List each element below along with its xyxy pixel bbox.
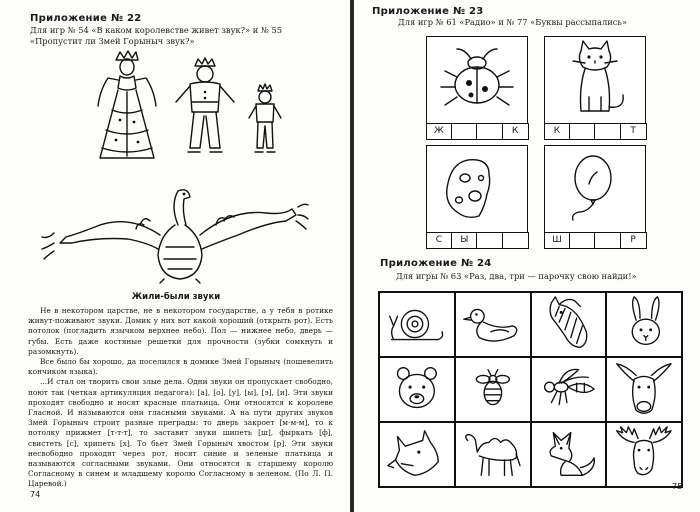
letter-card-cat <box>544 36 646 139</box>
letter-card-balloon <box>544 145 646 248</box>
grid-cell-zebra <box>531 292 607 357</box>
fox-icon <box>532 423 606 486</box>
right-page <box>354 0 700 512</box>
letter-cell: Т <box>620 123 647 140</box>
donkey-icon <box>607 358 681 421</box>
grid-cell-bear <box>379 357 455 422</box>
grid-cell-wasp <box>531 357 607 422</box>
grid-cell-camel <box>455 422 531 487</box>
grid-cell-duck <box>455 292 531 357</box>
page-number-right: 75 <box>672 482 683 491</box>
appendix-23-header: Приложение № 23 <box>372 6 484 17</box>
letter-cell <box>476 123 503 140</box>
zebra-icon <box>532 293 606 356</box>
balloon-picture <box>545 146 645 230</box>
beetle-picture <box>427 37 527 121</box>
wasp-icon <box>532 358 606 421</box>
story-text <box>28 306 333 490</box>
letter-cell: Р <box>620 232 647 249</box>
camel-icon <box>456 423 530 486</box>
letter-cell <box>476 232 503 249</box>
grid-cell-fox <box>531 422 607 487</box>
rabbit-icon <box>607 293 681 356</box>
letter-cells <box>544 232 647 249</box>
letter-cell: Ы <box>451 232 478 249</box>
page-number-left: 74 <box>30 490 41 499</box>
grid-cell-bee <box>455 357 531 422</box>
letter-cell <box>569 232 596 249</box>
story-paragraph: ...И стал он творить свои злые дела. Одни звуки он пропускает свободно, поют так (четкая артикуляция педагога): [а], [о], [у], [ы], [э], [и]. Эти звуки проходят свободно и носят красные платьица. Они относятся к королеве Гласной. И называются они гласными звуками. А на пути других звуков Змей Горыныч строит разные преграды: то дверь закроет [м-м-м], то к потолку прижмет [т-т-т], то заставит звуки шипеть [ш], фыркать [ф], свистеть [с], хрипеть [х]. То бьет Змей Горыныч хвостом [р]. Эти звуки несвободно проходят через рот, носят синие и зеленые платьица и называются согласными звуками. Они относятся к старшему королю Согласному в синем и младшему королю Согласному в зеленом. (По Л. П. Царевой.) <box>28 377 333 489</box>
picture-pair-grid <box>378 291 683 488</box>
story-paragraph: Все было бы хорошо, да поселился в домике Змей Горыныч (пошевелить кончиком языка). <box>28 357 333 377</box>
cheese-picture <box>427 146 527 230</box>
letter-cell: К <box>502 123 529 140</box>
duck-icon <box>456 293 530 356</box>
prince-illustration <box>245 82 285 158</box>
appendix-24-header: Приложение № 24 <box>380 258 492 269</box>
letter-cell <box>594 123 621 140</box>
grid-cell-snail <box>379 292 455 357</box>
letter-cell <box>569 123 596 140</box>
letter-cell: К <box>544 123 571 140</box>
cat-picture <box>545 37 645 121</box>
letter-card-cheese <box>426 145 528 248</box>
letter-cells <box>426 123 529 140</box>
appendix-22-header: Приложение № 22 <box>30 13 142 24</box>
dragon-illustration <box>40 185 310 285</box>
letter-cell <box>451 123 478 140</box>
letter-cell <box>502 232 529 249</box>
letter-cell <box>594 232 621 249</box>
moose-icon <box>607 423 681 486</box>
letter-cell: С <box>426 232 453 249</box>
grid-cell-wolf <box>379 422 455 487</box>
snail-icon <box>380 293 454 356</box>
letter-card-beetle <box>426 36 528 139</box>
appendix-22-subtitle: Для игр № 54 «В каком королевстве живет звук?» и № 55 «Пропустит ли Змей Горыныч звук?» <box>30 25 283 46</box>
appendix-23-subtitle: Для игр № 61 «Радио» и № 77 «Буквы рассыпались» <box>398 17 628 27</box>
wolf-icon <box>380 423 454 486</box>
grid-cell-rabbit <box>606 292 682 357</box>
letter-cells <box>544 123 647 140</box>
king-illustration <box>168 56 240 160</box>
letter-cell: Ш <box>544 232 571 249</box>
letter-cell: Ж <box>426 123 453 140</box>
bear-icon <box>380 358 454 421</box>
story-title: Жили-были звуки <box>131 292 221 302</box>
story-paragraph: Не в некотором царстве, не в некотором государстве, а у тебя в ротике живут-поживают звуки. Домик у них вот какой хороший (открыть рот). Есть потолок (погладить язычком верхнее небо). Пол — нижнее небо, дверь — губы. Есть даже костяные решетки для прочности (зубки сомкнуть и разомкнуть). <box>28 306 333 356</box>
queen-illustration <box>90 50 160 165</box>
letter-cells <box>426 232 529 249</box>
bee-icon <box>456 358 530 421</box>
grid-cell-moose <box>606 422 682 487</box>
appendix-24-subtitle: Для игры № 63 «Раз, два, три — парочку свою найди!» <box>396 271 637 281</box>
grid-cell-donkey <box>606 357 682 422</box>
